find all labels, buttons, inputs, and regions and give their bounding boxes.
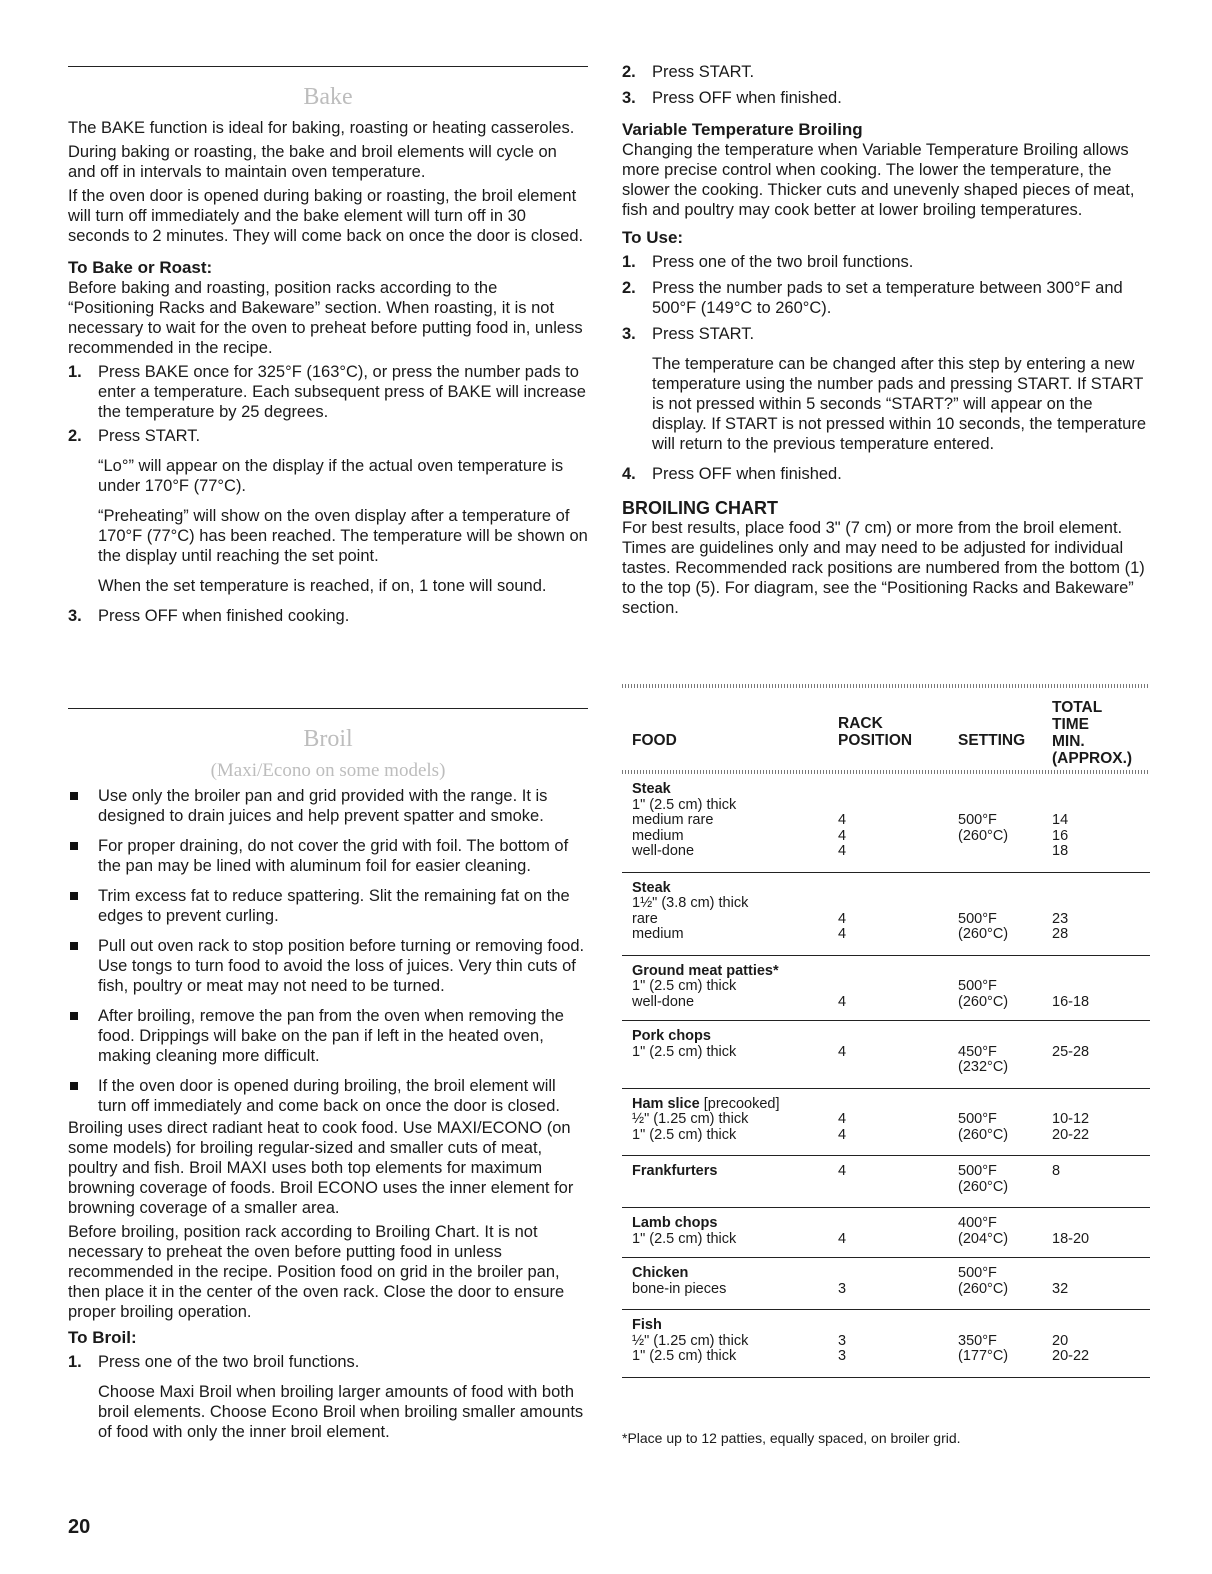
- step-number: 1.: [68, 363, 82, 381]
- bake-step-1: [68, 362, 588, 422]
- rack-position: 4: [838, 993, 847, 1010]
- variable-step3-note: The temperature can be changed after this step by entering a new temperature using the number pads and pressing START. If START is not pressed within 5 seconds “START?” will appear on the display. If START is not pressed within 10 seconds, the temperature will return to the previous temperature entered.: [652, 355, 1147, 453]
- food-detail: ½" (1.25 cm) thick: [632, 1332, 749, 1349]
- step-text: Press OFF when finished cooking.: [98, 607, 350, 625]
- table-row: [622, 1310, 1150, 1378]
- total-time: 23: [1052, 910, 1069, 927]
- bullet-icon: [70, 892, 78, 900]
- food-detail: medium: [632, 827, 684, 844]
- total-time: 16: [1052, 827, 1069, 844]
- bullet-icon: [70, 1082, 78, 1090]
- food-detail: medium: [632, 926, 684, 942]
- food-name: [632, 1266, 688, 1282]
- setting: 350°F: [958, 1332, 997, 1349]
- table-row: [622, 774, 1150, 873]
- setting: (260°C): [958, 993, 1009, 1010]
- setting: (177°C): [958, 1348, 1009, 1364]
- bullet-text: Pull out oven rack to stop position before turning or removing food. Use tongs to turn food to avoid the loss of juices. Very thin cuts of fish, poultry or meat may not need to be turned.: [98, 937, 585, 995]
- food-detail: 1" (2.5 cm) thick: [632, 1230, 737, 1247]
- food-name: [632, 964, 779, 980]
- rack-position: 4: [838, 1126, 847, 1143]
- food-name-bold: Ham slice: [632, 1095, 700, 1112]
- bullet-text: After broiling, remove the pan from the oven when removing the food. Drippings will bake on the pan if left in the heated oven, making cleaning more difficult.: [98, 1007, 564, 1065]
- rack-position: 4: [838, 910, 847, 927]
- bullet-icon: [70, 942, 78, 950]
- bullet-icon: [70, 842, 78, 850]
- broil-section: [68, 786, 588, 1442]
- total-time: 20-22: [1052, 1348, 1090, 1364]
- total-time: 28: [1052, 926, 1069, 942]
- broil-step1-note: Choose Maxi Broil when broiling larger amounts of food with both broil elements. Choose Econo Broil when broiling smaller amounts of food with only the inner broil element.: [98, 1383, 584, 1441]
- broiling-chart-table: [622, 684, 1150, 1378]
- step-number: 4.: [622, 465, 636, 483]
- bake-note-3: When the set temperature is reached, if on, 1 tone will sound.: [98, 577, 547, 595]
- bullet-text: Use only the broiler pan and grid provided with the range. It is designed to drain juices and help prevent spatter and smoke.: [98, 787, 548, 825]
- broil-step-2: [622, 62, 1150, 82]
- variable-step-2: [622, 278, 1150, 318]
- food-name-bold: Fish: [632, 1317, 662, 1333]
- food-detail: well-done: [632, 843, 695, 859]
- broil-bullet: [68, 936, 588, 996]
- top-rule: [68, 66, 588, 67]
- food-name-bold: Lamb chops: [632, 1215, 718, 1231]
- variable-step-3: [622, 324, 1150, 454]
- food-name-bold: Steak: [632, 781, 671, 797]
- table-header: [622, 688, 1150, 770]
- table-row: [622, 873, 1150, 956]
- step-number: 1.: [622, 253, 636, 271]
- setting: (232°C): [958, 1059, 1009, 1075]
- rack-position: 4: [838, 1111, 847, 1127]
- step-number: 1.: [68, 1353, 82, 1371]
- table-row: [622, 1156, 1150, 1208]
- food-name-bold: Frankfurters: [632, 1163, 718, 1179]
- variable-p1: Changing the temperature when Variable Temperature Broiling allows more precise control when cooking. The lower the temperature, the slower the cooking. Thicker cuts and unevenly shaped pieces of meat, fish and poultry may cook better at lower broiling temperatures.: [622, 141, 1135, 219]
- step-number: 3.: [622, 89, 636, 107]
- total-time: 25-28: [1052, 1043, 1090, 1060]
- bake-title: Bake: [303, 84, 353, 110]
- broil-p1: Broiling uses direct radiant heat to cook food. Use MAXI/ECONO (on some models) for broiling regular-sized and smaller cuts of meat, poultry and fish. Broil MAXI uses both top elements for maximum browning coverage of foods. Broil ECONO uses the inner element for browning coverage of a smaller area.: [68, 1119, 574, 1217]
- broil-heading: To Broil:: [68, 1328, 137, 1347]
- food-note: [precooked]: [699, 1095, 780, 1112]
- step-text: Press one of the two broil functions.: [98, 1353, 360, 1371]
- bake-p3: If the oven door is opened during baking or roasting, the broil element will turn off immediately and the bake element will turn off in 30 seconds to 2 minutes. They will come back on once the door is closed.: [68, 187, 584, 245]
- food-name: [632, 1097, 780, 1113]
- table-row: [622, 1208, 1150, 1258]
- step-text: Press START.: [98, 427, 201, 445]
- rack-position: 3: [838, 1332, 847, 1349]
- setting: (204°C): [958, 1230, 1009, 1247]
- bullet-icon: [70, 792, 78, 800]
- broil-step-3: [622, 88, 1150, 108]
- setting: (260°C): [958, 1178, 1009, 1195]
- total-time: 14: [1052, 812, 1069, 828]
- step-text: Press the number pads to set a temperature between 300°F and 500°F (149°C to 260°C).: [652, 279, 1123, 317]
- total-time: 20: [1052, 1332, 1069, 1349]
- page-number: 20: [68, 1516, 91, 1538]
- variable-step-4: [622, 464, 1150, 484]
- food-name-bold: Ground meat patties*: [632, 962, 779, 979]
- food-name: [632, 1216, 717, 1232]
- col-rack-header: RACK POSITION: [838, 715, 913, 749]
- food-name: [632, 1318, 662, 1334]
- chart-heading: BROILING CHART: [622, 498, 778, 518]
- step-text: Press START.: [652, 325, 755, 343]
- total-time: 20-22: [1052, 1126, 1090, 1143]
- broil-p2: Before broiling, position rack according to Broiling Chart. It is not necessary to preheat the oven before putting food in unless recommended in the recipe. Position food on grid in the broiler pan, then place it in the center of the oven rack. Close the door to ensure proper broiling operation.: [68, 1223, 565, 1321]
- broil-step-1: [68, 1352, 588, 1442]
- variable-step-1: [622, 252, 1150, 272]
- step-text: Press START.: [652, 63, 755, 81]
- bake-p1: The BAKE function is ideal for baking, roasting or heating casseroles.: [68, 119, 575, 137]
- setting: 500°F: [958, 812, 997, 828]
- chart-intro: For best results, place food 3" (7 cm) or more from the broil element. Times are guidelines only and may need to be adjusted for individual tastes. Recommended rack positions are numbered from the bottom (1) to the top (5). For diagram, see the “Positioning Racks and Bakeware” section.: [622, 519, 1145, 617]
- food-name: [632, 1029, 711, 1045]
- food-detail: medium rare: [632, 812, 714, 828]
- food-detail: ½" (1.25 cm) thick: [632, 1111, 749, 1127]
- setting: 500°F: [958, 978, 997, 994]
- broil-bullet: [68, 786, 588, 826]
- variable-heading: Variable Temperature Broiling: [622, 120, 863, 139]
- food-detail: 1" (2.5 cm) thick: [632, 796, 737, 813]
- rack-position: 3: [838, 1280, 847, 1297]
- bake-note-2: “Preheating” will show on the oven display after a temperature of 170°F (77°C) has been reached. The temperature will be shown on the display until reaching the set point.: [98, 507, 588, 565]
- table-body: [622, 774, 1150, 1378]
- col-food-header: FOOD: [632, 732, 677, 749]
- rack-position: 4: [838, 827, 847, 844]
- col-time-header: TOTAL TIME MIN. (APPROX.): [1052, 699, 1133, 767]
- table-row: [622, 1021, 1150, 1089]
- step-text: Press one of the two broil functions.: [652, 253, 914, 271]
- food-name: [632, 782, 671, 798]
- bullet-text: If the oven door is opened during broiling, the broil element will turn off immediately and come back on once the door is closed.: [98, 1077, 560, 1115]
- bake-p2: During baking or roasting, the bake and broil elements will cycle on and off in intervals to maintain oven temperature.: [68, 143, 557, 181]
- food-detail: 1" (2.5 cm) thick: [632, 978, 737, 994]
- setting: (260°C): [958, 1126, 1009, 1143]
- table-row: [622, 1089, 1150, 1157]
- step-number: 2.: [622, 63, 636, 81]
- food-detail: 1" (2.5 cm) thick: [632, 1126, 737, 1143]
- table-row: [622, 956, 1150, 1022]
- total-time: 8: [1052, 1163, 1061, 1179]
- food-detail: 1" (2.5 cm) thick: [632, 1348, 737, 1364]
- section-rule: [68, 708, 588, 709]
- bake-intro: Before baking and roasting, position racks according to the “Positioning Racks and Bakeware” section. When roasting, it is not necessary to wait for the oven to preheat before putting food in, unless recommended in the recipe.: [68, 279, 583, 357]
- total-time: 10-12: [1052, 1111, 1090, 1127]
- step-number: 2.: [622, 279, 636, 297]
- food-name-bold: Chicken: [632, 1265, 689, 1281]
- food-name: [632, 881, 671, 897]
- step-number: 2.: [68, 427, 82, 445]
- rack-position: 4: [838, 1043, 847, 1060]
- broil-title: Broil: [303, 726, 353, 752]
- food-detail: 1" (2.5 cm) thick: [632, 1043, 737, 1060]
- rack-position: 4: [838, 926, 847, 942]
- chart-footnote: *Place up to 12 patties, equally spaced, on broiler grid.: [622, 1430, 961, 1446]
- total-time: 16-18: [1052, 993, 1090, 1010]
- rack-position: 4: [838, 812, 847, 828]
- setting: (260°C): [958, 827, 1009, 844]
- food-detail: well-done: [632, 993, 695, 1010]
- bullet-text: For proper draining, do not cover the grid with foil. The bottom of the pan may be lined with aluminum foil for easier cleaning.: [98, 837, 569, 875]
- setting: 500°F: [958, 1163, 997, 1179]
- step-number: 3.: [68, 607, 82, 625]
- bake-note-1: “Lo°” will appear on the display if the actual oven temperature is under 170°F (77°C).: [98, 457, 564, 495]
- broil-bullet: [68, 886, 588, 926]
- broil-subtitle: (Maxi/Econo on some models): [210, 760, 446, 781]
- bullet-text: Trim excess fat to reduce spattering. Slit the remaining fat on the edges to prevent curling.: [98, 887, 570, 925]
- total-time: 18-20: [1052, 1230, 1090, 1247]
- rack-position: 4: [838, 1230, 847, 1247]
- setting: 500°F: [958, 1265, 997, 1281]
- broil-bullet: [68, 1076, 588, 1116]
- col-setting-header: SETTING: [958, 732, 1026, 749]
- bake-step-2: [68, 426, 588, 596]
- bake-section: [68, 118, 588, 626]
- rack-position: 4: [838, 1163, 847, 1179]
- step-text: Press BAKE once for 325°F (163°C), or press the number pads to enter a temperature. Each subsequent press of BAKE will increase the temperature by 25 degrees.: [98, 363, 586, 421]
- setting: (260°C): [958, 926, 1009, 942]
- broil-bullet: [68, 1006, 588, 1066]
- to-use-heading: To Use:: [622, 228, 684, 247]
- step-number: 3.: [622, 325, 636, 343]
- right-column: [622, 62, 1150, 618]
- food-name-bold: Pork chops: [632, 1028, 711, 1044]
- total-time: 32: [1052, 1280, 1069, 1297]
- setting: (260°C): [958, 1280, 1009, 1297]
- setting: 400°F: [958, 1215, 997, 1231]
- food-detail: 1½" (3.8 cm) thick: [632, 895, 749, 911]
- bullet-icon: [70, 1012, 78, 1020]
- step-text: Press OFF when finished.: [652, 465, 842, 483]
- food-name-bold: Steak: [632, 879, 671, 896]
- setting: 500°F: [958, 1111, 997, 1127]
- broil-bullet: [68, 836, 588, 876]
- bake-heading: To Bake or Roast:: [68, 258, 213, 277]
- rack-position: 3: [838, 1348, 847, 1364]
- bake-step-3: [68, 606, 588, 626]
- setting: 450°F: [958, 1043, 997, 1060]
- food-detail: rare: [632, 910, 658, 927]
- table-row: [622, 1258, 1150, 1310]
- total-time: 18: [1052, 843, 1069, 859]
- rack-position: 4: [838, 843, 847, 859]
- food-name: [632, 1164, 717, 1180]
- food-detail: bone-in pieces: [632, 1280, 727, 1297]
- step-text: Press OFF when finished.: [652, 89, 842, 107]
- setting: 500°F: [958, 910, 997, 927]
